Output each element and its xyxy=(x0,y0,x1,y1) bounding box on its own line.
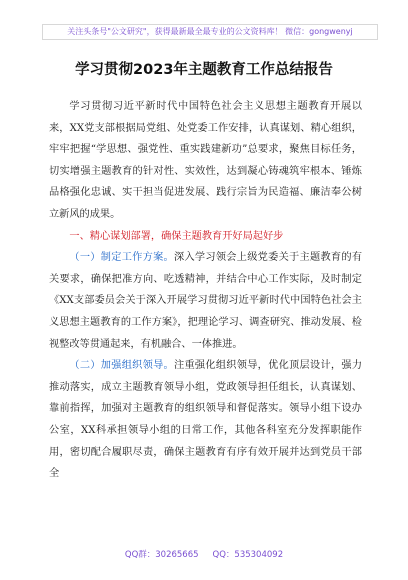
section-heading-1: 一、精心谋划部署，确保主题教育开好局起好步 xyxy=(69,230,284,242)
footer-qq-group: QQ群：30265665 xyxy=(124,550,199,560)
document-body xyxy=(49,96,362,485)
subsection-2-label: （二）加强组织领导。 xyxy=(69,360,174,372)
subsection-1-paragraph xyxy=(49,247,362,355)
intro-paragraph: 学习贯彻习近平新时代中国特色社会主义思想主题教育开展以来，XX党支部根据局党组、处党委工作安排，认真谋划、精心组织，牢牢把握“学思想、强党性、重实践建新功”总要求，聚焦目标任务，切实增强主题教育的针对性、实效性，达到凝心铸魂筑牢根本、锤炼品格强化忠诚、实干担当促进发展、践行宗旨为民造福、廉洁奉公树立新风的成果。 xyxy=(49,101,362,220)
header-notice: 关注头条号"公文研究"，获得最新最全最专业的公文资料库！ 微信：gongwenyj xyxy=(42,24,378,40)
footer-qq: QQ：535304092 xyxy=(212,550,284,560)
document-title: 学习贯彻2023年主题教育工作总结报告 xyxy=(75,62,333,78)
footer-contact xyxy=(0,548,408,560)
subsection-2-paragraph xyxy=(49,355,362,485)
subsection-1-label: （一）制定工作方案。 xyxy=(69,252,174,264)
subsection-2-text: 注重强化组织领导，优化顶层设计，强力推动落实，成立主题教育领导小组，党政领导担任组长，认真谋划、靠前指挥，加强对主题教育的组织领导和督促落实。领导小组下设办公室，XX科承担领导小组的日常工作，其他各科室充分发挥职能作用，密切配合履职尽责，确保主题教育有序有效开展并达到党员干部全 xyxy=(49,360,363,480)
subsection-1-text: 深入学习领会上级党委关于主题教育的有关要求，确保把准方向、吃透精神，并结合中心工作实际，及时制定《XX支部委员会关于深入开展学习贯彻习近平新时代中国特色社会主义思想主题教育的工作方案》，把理论学习、调查研究、推动发展、检视整改等贯通起来，有机融合、一体推进。 xyxy=(49,252,363,350)
